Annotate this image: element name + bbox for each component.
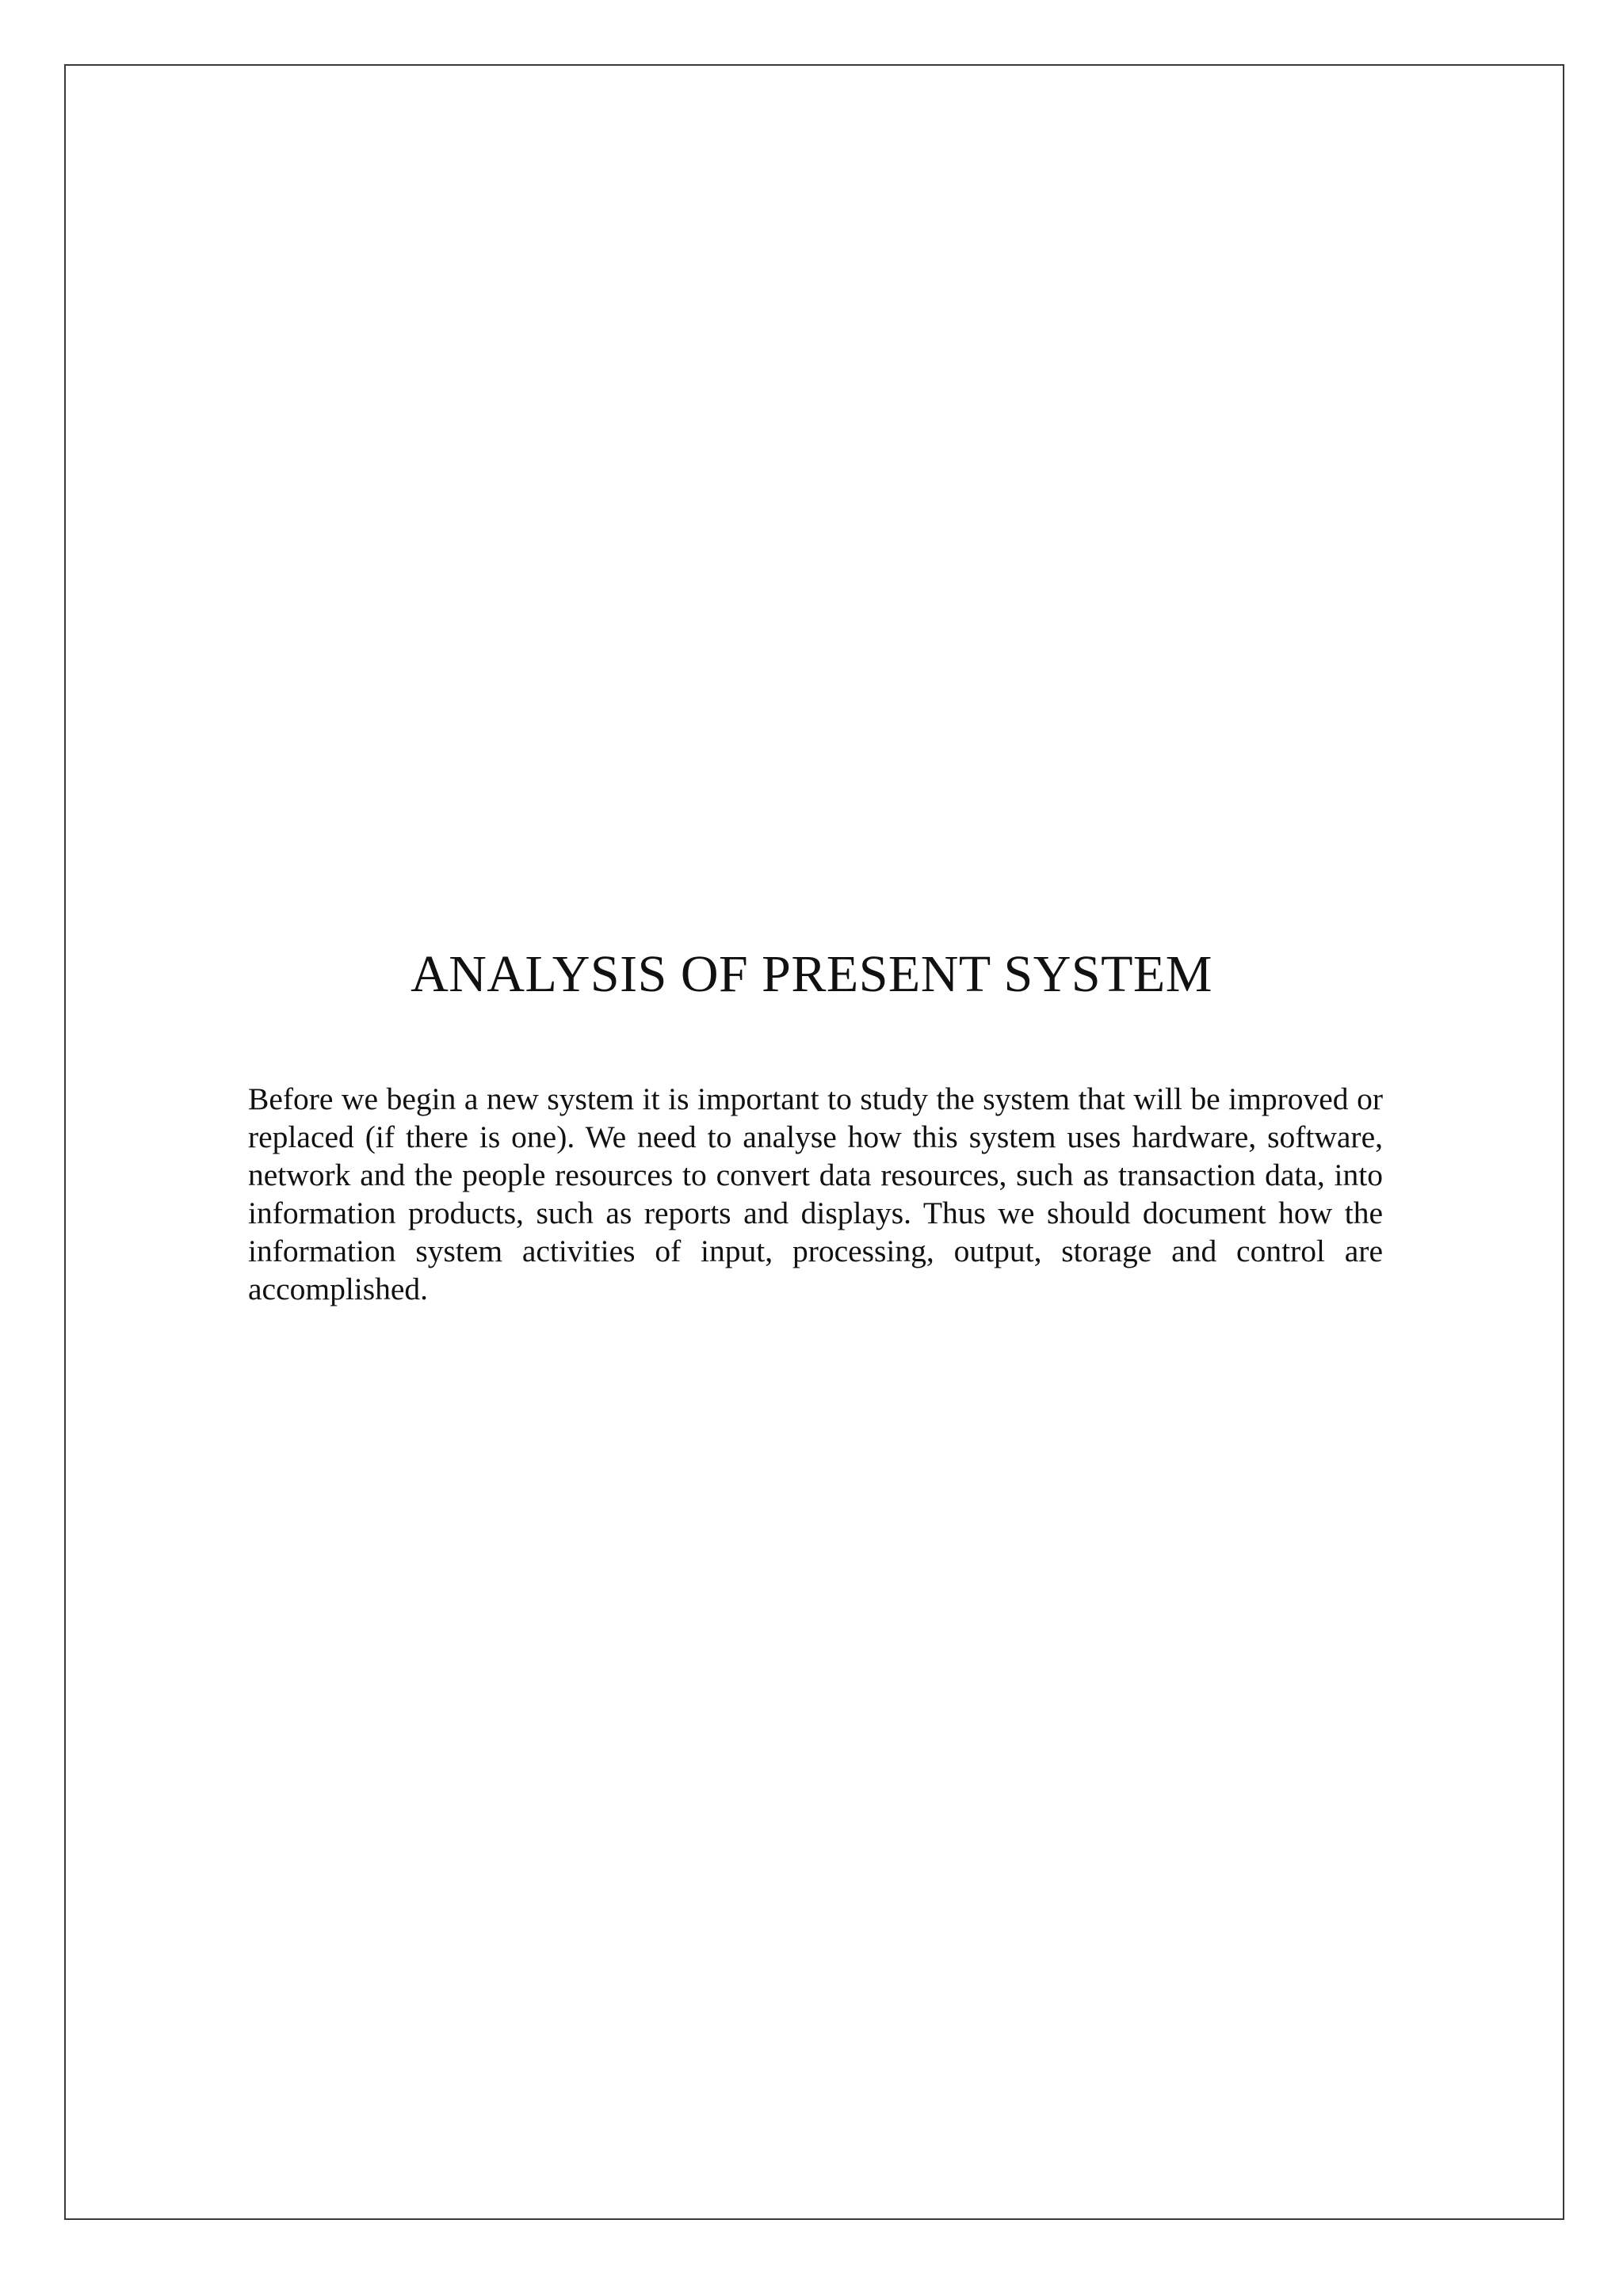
body-paragraph: Before we begin a new system it is important to study the system that will be improved or replaced (if there is one). We need to analyse how this system uses hardware, software, network and the people resources to convert data resources, such as transaction data, into information products, such as reports and displays. Thus we should document how the information system activities of input, processing, output, storage and control are accomplished. xyxy=(248,1081,1383,1306)
section-heading: ANALYSIS OF PRESENT SYSTEM xyxy=(411,945,1212,1003)
